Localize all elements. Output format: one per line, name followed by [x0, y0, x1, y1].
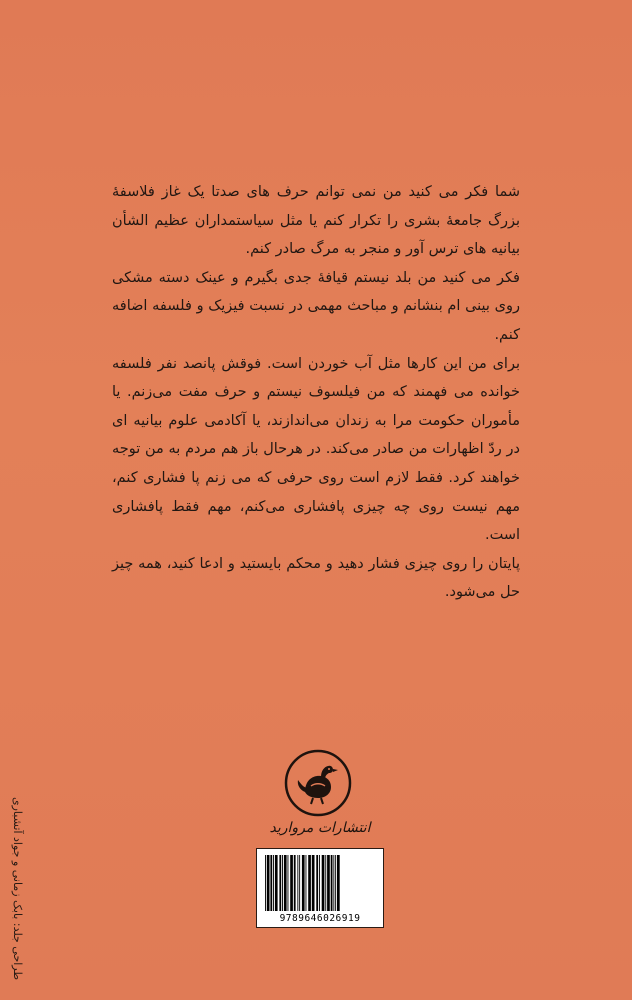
cover-design-credit: طراحی جلد: بابک زمانی و جواد آتشباری — [11, 796, 24, 980]
barcode-bars — [263, 855, 379, 911]
blurb-paragraph-2: فکر می کنید من بلد نیستم قیافۀ جدی بگیرم و عینک دسته مشکی روی بینی ام بنشانم و مباحث مهمی در نسبت فیزیک و فلسفه اضافه کنم. — [112, 269, 520, 343]
blurb-paragraph-4: پایتان را روی چیزی فشار دهید و محکم بایستید و ادعا کنید، همه چیز حل می‌شود. — [112, 555, 520, 601]
barcode — [256, 848, 384, 928]
blurb-paragraph-3: برای من این کارها مثل آب خوردن است. فوقش پانصد نفر فلسفه خوانده می فهمند که من فیلسوف نیستم و حرف مفت می‌زنم. یا مأموران حکومت مرا به زندان می‌اندازند، یا آکادمی علوم بیانیه ای در ردّ اظهارات من صادر می‌کند. در هرحال باز هم مردم به من توجه خواهند کرد. فقط لازم است روی حرفی که می زنم پا فشاری کنم، مهم نیست روی چه چیزی پافشاری می‌کنم، مهم فقط پافشاری است. — [112, 355, 520, 544]
publisher-name: انتشارات مروارید — [269, 820, 371, 836]
blurb-text — [112, 178, 520, 607]
blurb-paragraph-1: شما فکر می کنید من نمی توانم حرف های صدتا یک غاز فلاسفۀ بزرگ جامعۀ بشری را تکرار کنم یا مثل سیاستمداران عظیم الشأن بیانیه های ترس آور و منجر به مرگ صادر کنم. — [112, 184, 520, 258]
isbn-number: 9789646026919 — [279, 913, 361, 924]
bird-logo-icon — [283, 748, 353, 818]
